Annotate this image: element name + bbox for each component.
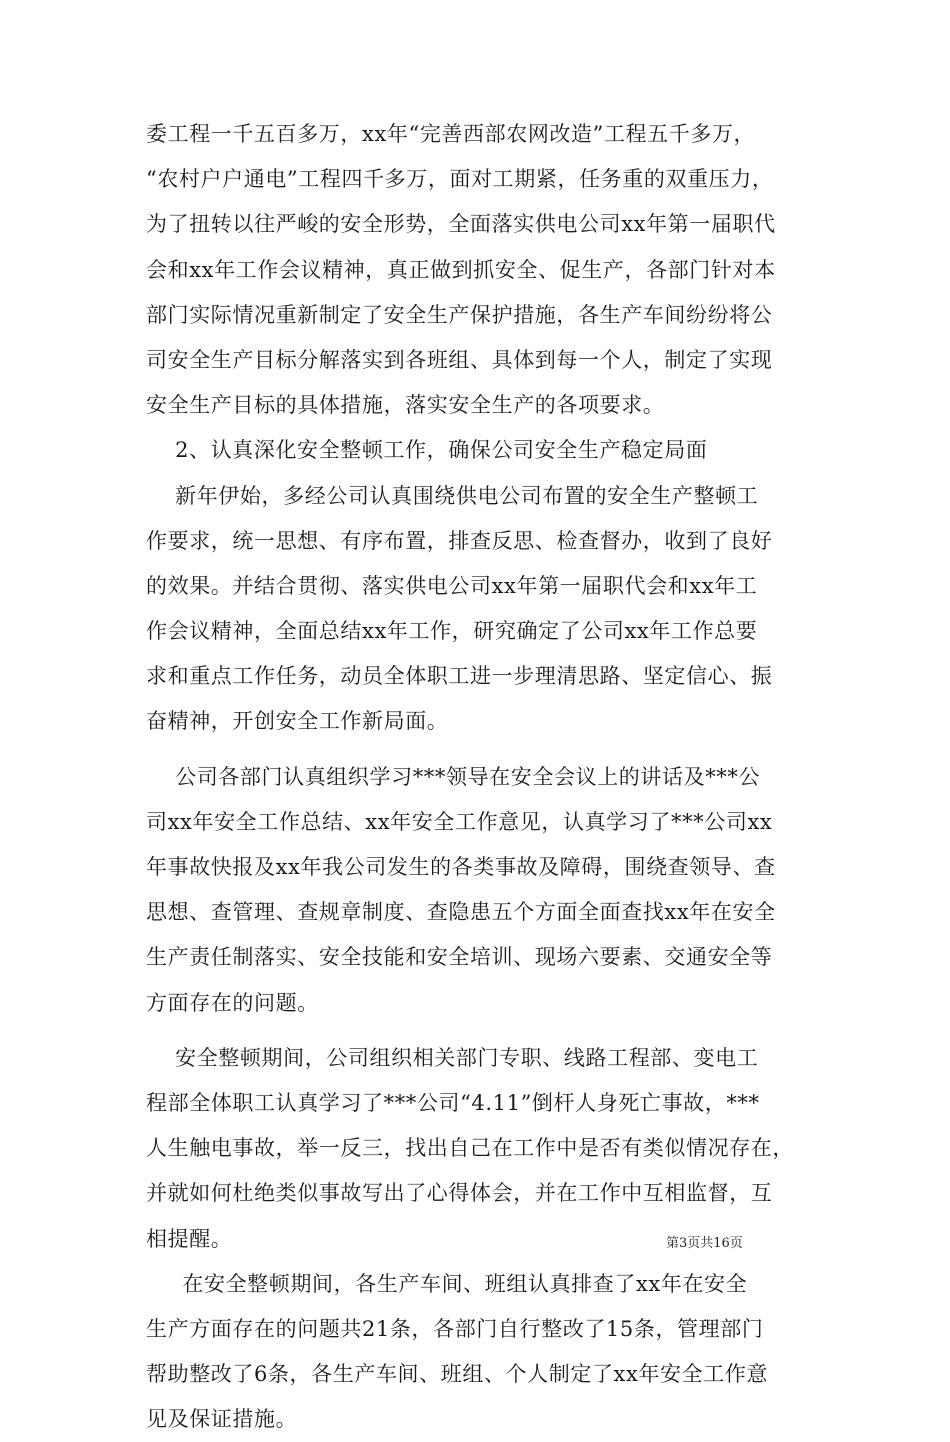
text-line: 的效果。并结合贯彻、落实供电公司xx年第一届职代会和xx年工 <box>146 573 758 598</box>
text-line: 司xx年安全工作总结、xx年安全工作意见，认真学习了***公司xx <box>146 809 773 834</box>
text-line: 见及保证措施。 <box>146 1407 298 1432</box>
text-line: 求和重点工作任务，动员全体职工进一步理清思路、坚定信心、振 <box>146 664 773 689</box>
text-line: 作要求，统一思想、有序布置，排查反思、检查督办，收到了良好 <box>146 528 773 553</box>
text-line: 并就如何杜绝类似事故写出了心得体会，并在工作中互相监督，互 <box>146 1181 773 1206</box>
text-line: 方面存在的问题。 <box>146 990 319 1015</box>
page-number-footer: 第3页共16页 <box>666 1236 743 1251</box>
text-line: 思想、查管理、查规章制度、查隐患五个方面全面查找xx年在安全 <box>146 900 776 925</box>
text-line: 公司各部门认真组织学习***领导在安全会议上的讲话及***公 <box>146 764 761 789</box>
text-line: 生产方面存在的问题共21条，各部门自行整改了15条，管理部门 <box>146 1316 764 1341</box>
text-line: 人生触电事故，举一反三，找出自己在工作中是否有类似情况存在， <box>146 1136 794 1161</box>
text-line: 司安全生产目标分解落实到各班组、具体到每一个人，制定了实现 <box>146 347 773 372</box>
text-line: 帮助整改了6条，各生产车间、班组、个人制定了xx年安全工作意 <box>146 1362 769 1387</box>
section-heading: 2、认真深化安全整顿工作，确保公司安全生产稳定局面 <box>146 438 708 463</box>
text-line: 委工程一千五百多万，xx年“完善西部农网改造”工程五千多万， <box>146 122 756 146</box>
text-line: 安全生产目标的具体措施，落实安全生产的各项要求。 <box>146 393 665 418</box>
text-line: 在安全整顿期间，各生产车间、班组认真排查了xx年在安全 <box>146 1271 748 1296</box>
text-line: 为了扭转以往严峻的安全形势，全面落实供电公司xx年第一届职代 <box>146 212 776 237</box>
text-line: 生产责任制落实、安全技能和安全培训、现场六要素、交通安全等 <box>146 945 773 970</box>
text-line: 相提醒。 <box>146 1226 233 1251</box>
text-line: 新年伊始，多经公司认真围绕供电公司布置的安全生产整顿工 <box>146 483 759 508</box>
text-line: “农村户户通电”工程四千多万，面对工期紧，任务重的双重压力， <box>146 167 774 192</box>
text-line: 程部全体职工认真学习了***公司“4.11”倒杆人身死亡事故，*** <box>146 1090 760 1115</box>
text-line: 安全整顿期间，公司组织相关部门专职、线路工程部、变电工 <box>146 1045 759 1070</box>
text-line: 会和xx年工作会议精神，真正做到抓安全、促生产，各部门针对本 <box>146 257 776 282</box>
text-line: 奋精神，开创安全工作新局面。 <box>146 709 449 734</box>
text-line: 作会议精神，全面总结xx年工作，研究确定了公司xx年工作总要 <box>146 619 758 644</box>
text-line: 年事故快报及xx年我公司发生的各类事故及障碍，围绕查领导、查 <box>146 855 776 879</box>
text-line: 部门实际情况重新制定了安全生产保护措施，各生产车间纷纷将公 <box>146 302 773 327</box>
